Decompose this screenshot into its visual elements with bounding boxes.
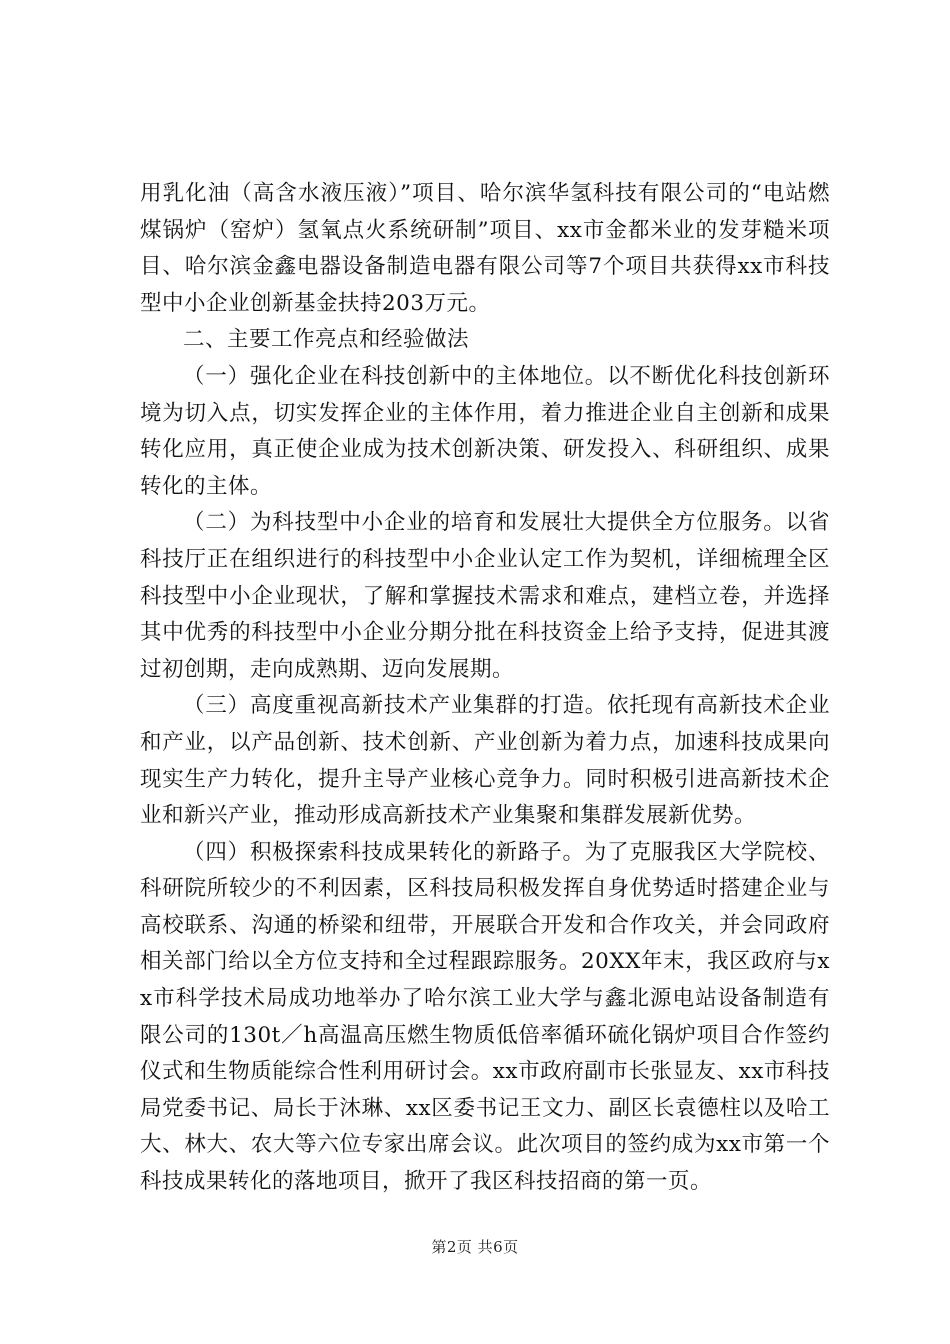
section-heading: 二、主要工作亮点和经验做法 (183, 327, 470, 353)
paragraph-continuation: 用乳化油（高含水液压液）”项目、哈尔滨华氢科技有限公司的“电站燃煤锅炉（窑炉）氢氧点火系统研制”项目、xx市金都米业的发芽糙米项目、哈尔滨金鑫电器设备制造电器有限公司等7个项目共获得xx市科技型中小企业创新基金扶持203万元。 (140, 181, 830, 316)
paragraph-item-3: （三）高度重视高新技术产业集群的打造。依托现有高新技术企业和产业，以产品创新、技术创新、产业创新为着力点，加速科技成果向现实生产力转化，提升主导产业核心竞争力。同时积极引进高新技术企业和新兴产业，推动形成高新技术产业集聚和集群发展新优势。 (140, 693, 830, 829)
document-body (140, 176, 830, 1201)
paragraph-item-4: （四）积极探索科技成果转化的新路子。为了克服我区大学院校、科研院所较少的不利因素，区科技局积极发挥自身优势适时搭建企业与高校联系、沟通的桥梁和纽带，开展联合开发和合作攻关，并会同政府相关部门给以全方位支持和全过程跟踪服务。20XX年末，我区政府与xx市科学技术局成功地举办了哈尔滨工业大学与鑫北源电站设备制造有限公司的130t／h高温高压燃生物质低倍率循环硫化锅炉项目合作签约仪式和生物质能综合性利用研讨会。xx市政府副市长张显友、xx市科技局党委书记、局长于沐琳、xx区委书记王文力、副区长袁德柱以及哈工大、林大、农大等六位专家出席会议。此次项目的签约成为xx市第一个科技成果转化的落地项目，掀开了我区科技招商的第一页。 (140, 839, 830, 1195)
page-number-footer: 第2页 共6页 (431, 1238, 519, 1256)
paragraph-item-1: （一）强化企业在科技创新中的主体地位。以不断优化科技创新环境为切入点，切实发挥企业的主体作用，着力推进企业自主创新和成果转化应用，真正使企业成为技术创新决策、研发投入、科研组织、成果转化的主体。 (140, 363, 830, 499)
paragraph-item-2: （二）为科技型中小企业的培育和发展壮大提供全方位服务。以省科技厅正在组织进行的科技型中小企业认定工作为契机，详细梳理全区科技型中小企业现状，了解和掌握技术需求和难点，建档立卷，并选择其中优秀的科技型中小企业分期分批在科技资金上给予支持，促进其渡过初创期，走向成熟期、迈向发展期。 (140, 510, 830, 682)
